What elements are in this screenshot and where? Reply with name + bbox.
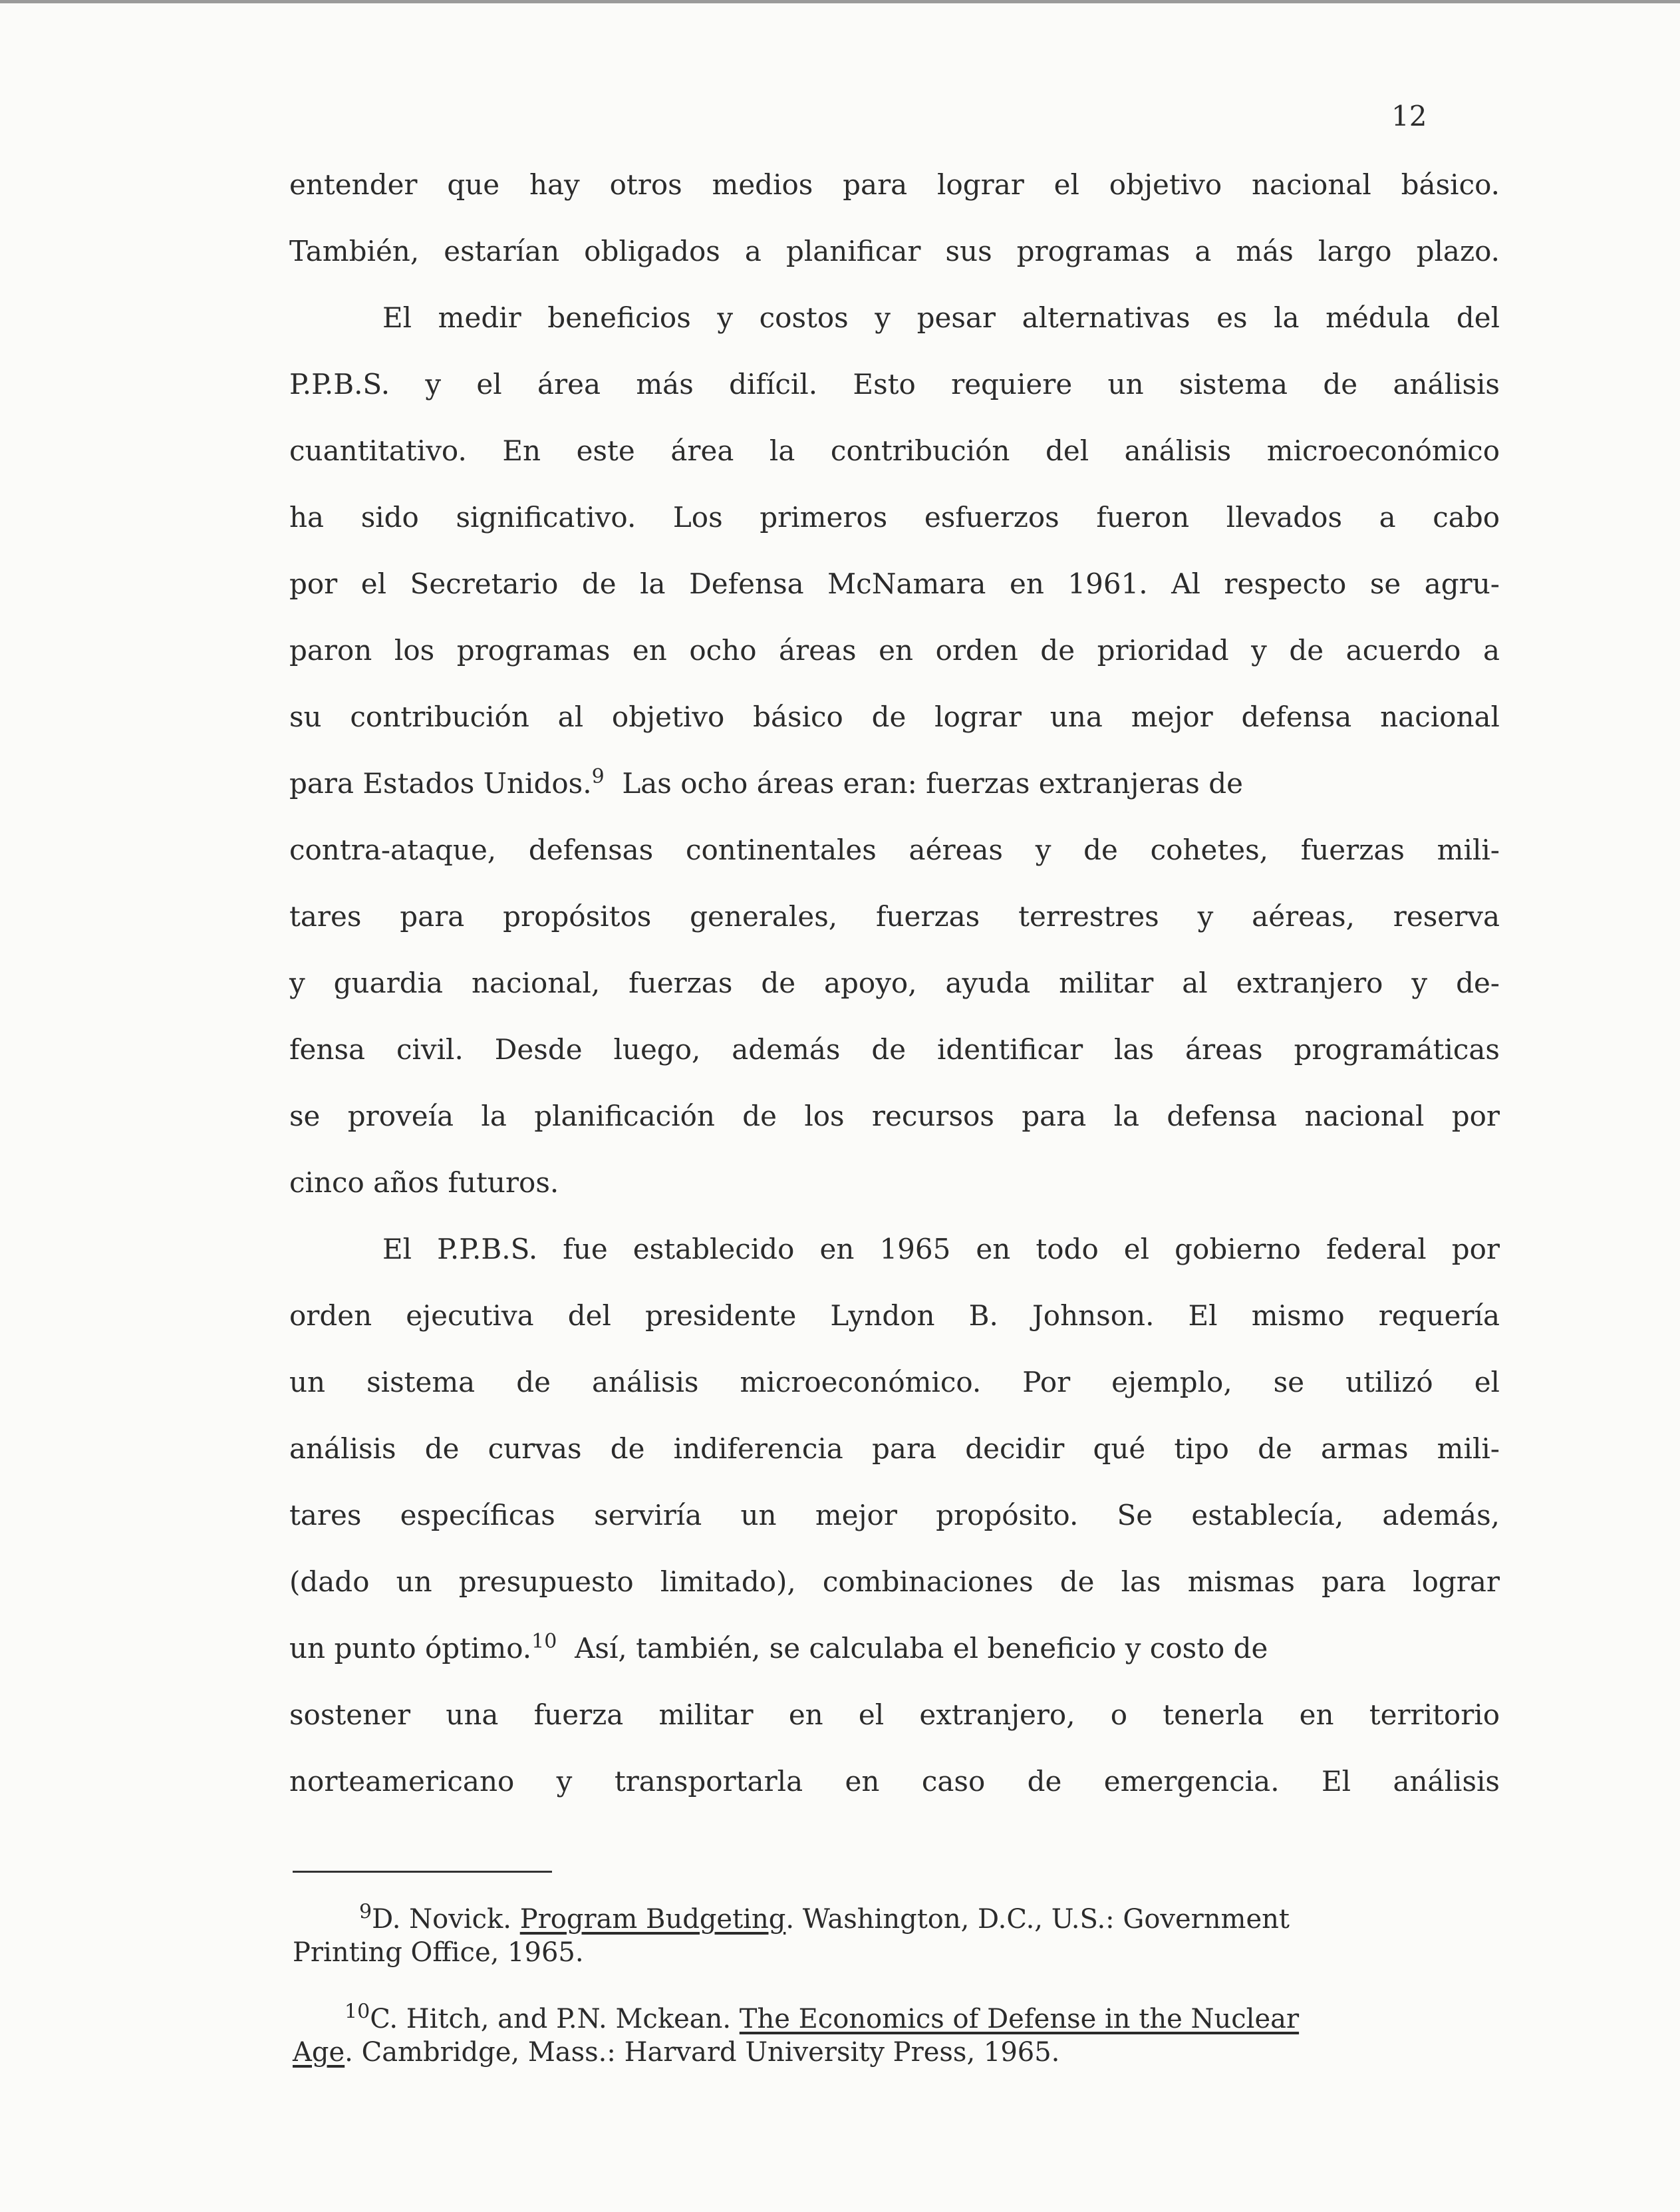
body-line: fensa civil. Desde luego, además de identificar las áreas programáticas — [289, 1033, 1500, 1066]
body-line: También, estarían obligados a planificar sus programas a más largo plazo. — [289, 235, 1500, 267]
body-line: un sistema de análisis microeconómico. Por ejemplo, se utilizó el — [289, 1366, 1500, 1398]
body-line: análisis de curvas de indiferencia para decidir qué tipo de armas mili- — [289, 1432, 1500, 1465]
body-line: ha sido significativo. Los primeros esfuerzos fueron llevados a cabo — [289, 501, 1500, 534]
footnote-ref-9: 9 — [591, 765, 605, 788]
footnote-line — [293, 2002, 1496, 2036]
body-line: su contribución al objetivo básico de lograr una mejor defensa nacional — [289, 701, 1500, 733]
footnote-10 — [293, 2002, 1496, 2069]
body-segment: Así, también, se calculaba el beneficio y costo de — [575, 1632, 1268, 1664]
body-segment: Las ocho áreas eran: fuerzas extranjeras de — [622, 767, 1243, 800]
body-line: entender que hay otros medios para lograr el objetivo nacional básico. — [289, 168, 1500, 201]
body-line: tares para propósitos generales, fuerzas terrestres y aéreas, reserva — [289, 900, 1500, 933]
footnote-line: Printing Office, 1965. — [293, 1937, 584, 1968]
body-line — [289, 750, 1500, 817]
footnote-author: D. Novick. — [372, 1904, 511, 1935]
body-line: tares específicas serviría un mejor propósito. Se establecía, además, — [289, 1499, 1500, 1531]
body-line — [289, 1615, 1500, 1682]
body-line: cinco años futuros. — [289, 1166, 559, 1199]
body-line: El P.P.B.S. fue establecido en 1965 en todo el gobierno federal por — [382, 1233, 1500, 1265]
page-top-edge — [0, 0, 1680, 3]
page-number: 12 — [1391, 100, 1427, 132]
body-line: contra-ataque, defensas continentales aéreas y de cohetes, fuerzas mili- — [289, 834, 1500, 866]
footnote-text: . Cambridge, Mass.: Harvard University Press, 1965. — [345, 2037, 1060, 2068]
body-text — [289, 152, 1500, 1815]
footnote-line — [293, 1900, 1496, 1936]
footnote-separator — [293, 1871, 552, 1873]
footnote-author: C. Hitch, and P.N. Mckean. — [370, 2004, 732, 2034]
body-line: P.P.B.S. y el área más difícil. Esto requiere un sistema de análisis — [289, 368, 1500, 400]
body-line: paron los programas en ocho áreas en orden de prioridad y de acuerdo a — [289, 634, 1500, 667]
footnote-marker: 9 — [359, 1900, 372, 1924]
footnote-text: . Washington, D.C., U.S.: Government — [785, 1904, 1290, 1935]
body-line: orden ejecutiva del presidente Lyndon B. Johnson. El mismo requería — [289, 1299, 1500, 1332]
body-segment: para Estados Unidos. — [289, 767, 592, 800]
body-line: por el Secretario de la Defensa McNamara en 1961. Al respecto se agru- — [289, 567, 1500, 600]
footnote-ref-10: 10 — [531, 1630, 557, 1653]
footnote-title: Age — [293, 2037, 345, 2068]
body-line: norteamericano y transportarla en caso de emergencia. El análisis — [289, 1765, 1500, 1798]
body-line: El medir beneficios y costos y pesar alternativas es la médula del — [382, 301, 1500, 334]
body-line: se proveía la planificación de los recursos para la defensa nacional por — [289, 1100, 1500, 1132]
body-segment: un punto óptimo. — [289, 1632, 532, 1664]
footnote-line — [293, 2036, 1496, 2069]
body-line: cuantitativo. En este área la contribución del análisis microeconómico — [289, 434, 1500, 467]
footnote-marker: 10 — [345, 2000, 370, 2024]
footnote-9 — [293, 1900, 1496, 1969]
body-line: (dado un presupuesto limitado), combinaciones de las mismas para lograr — [289, 1565, 1500, 1598]
body-line: y guardia nacional, fuerzas de apoyo, ayuda militar al extranjero y de- — [289, 967, 1500, 999]
footnote-title: Program Budgeting — [519, 1904, 786, 1935]
body-line: sostener una fuerza militar en el extranjero, o tenerla en territorio — [289, 1698, 1500, 1731]
footnote-title: The Economics of Defense in the Nuclear — [739, 2004, 1300, 2034]
